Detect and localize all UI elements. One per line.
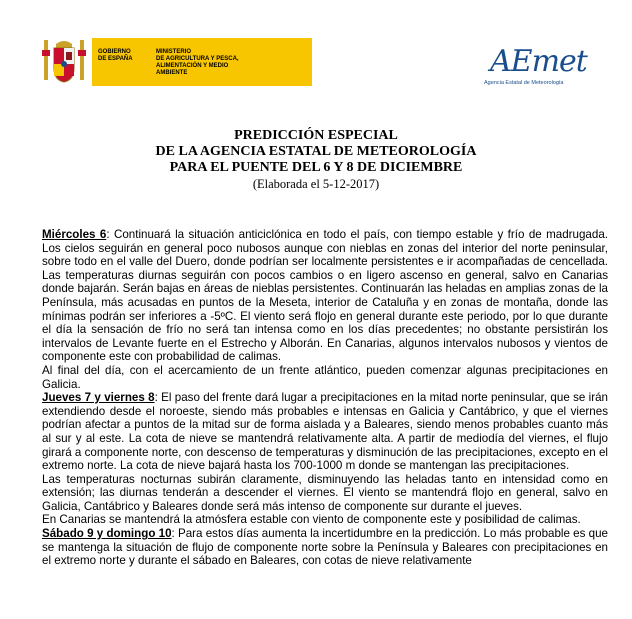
document-title	[0, 128, 632, 192]
paragraph-text: : Continuará la situación anticiclónica en todo el país, con tiempo estable y frío de madrugada. Los cielos seguirán en general poco nubosos aunque con nieblas en zonas del interior del norte peninsular, sobre todo en el valle del Duero, donde podrían ser localmente persistentes e ir acompañadas de cencellada. Las temperaturas diurnas seguirán con pocos cambios o en ligero ascenso en general, salvo en Canarias donde bajarán. Serán bajas en áreas de nieblas persistentes. Continuarán las heladas en amplias zonas de la Península, más acusadas en puntos de la Meseta, interior de Cataluña y en zonas de montaña, donde las mínimas podrán ser inferiores a -5ºC. El viento será flojo en general durante este periodo, por lo que durante el día la sensación de frío no será tan intensa como en los días precedentes; no obstante persistirán los intervalos de Levante fuerte en el Estrecho y Alborán. En Canarias, algunos intervalos nubosos y vientos de componente este con probabilidad de calimas.	[42, 228, 609, 364]
section-heading: Jueves 7 y viernes 8	[42, 391, 155, 405]
spain-coat-of-arms-icon	[40, 38, 88, 86]
government-logo	[40, 38, 240, 88]
title-line-2: DE LA AGENCIA ESTATAL DE METEOROLOGÍA	[155, 144, 477, 159]
title-line-1: PREDICCIÓN ESPECIAL	[234, 128, 398, 143]
section-saturday-sunday	[42, 527, 608, 568]
gov-label: GOBIERNO DE ESPAÑA	[98, 49, 133, 62]
section-heading: Sábado 9 y domingo 10	[42, 527, 172, 541]
section-heading: Miércoles 6	[42, 228, 107, 241]
paragraph: En Canarias se mantendrá la atmósfera estable con viento de componente este y posibilidad de calimas.	[42, 513, 581, 527]
paragraph: Las temperaturas nocturnas subirán claramente, disminuyendo las heladas tanto en intensidad como en extensión; las diurnas tenderán a descender el viernes. El viento se mantendrá flojo en general, salvo en Galicia, Cantábrico y Baleares donde será más intenso de componente sur durante el jueves.	[42, 472, 608, 513]
paragraph-text: : Para estos días aumenta la incertidumbre en la predicción. Lo más probable es que se mantenga la situación de flujo de componente norte sobre la Península y Baleares con precipitaciones en el extremo norte y durante el sábado en Baleares, con cotas de nieve relativamente	[42, 527, 608, 568]
aemet-logo	[480, 40, 600, 90]
ministry-label: MINISTERIO DE AGRICULTURA Y PESCA, ALIMENTACIÓN Y MEDIO AMBIENTE	[156, 49, 239, 76]
page-header	[0, 0, 632, 115]
aemet-wordmark: AEmet	[490, 44, 587, 79]
paragraph: Al final del día, con el acercamiento de un frente atlántico, pueden comenzar algunas precipitaciones en Galicia.	[42, 363, 608, 391]
title-date: (Elaborada el 5-12-2017)	[252, 177, 380, 191]
section-wednesday	[42, 228, 608, 364]
paragraph-text: : El paso del frente dará lugar a precipitaciones en la mitad norte peninsular, que se irán extendiendo desde el noroeste, siendo más probables e intensas en Galicia y Cantábrico, y que el viernes podrían afectar a puntos de la mitad sur de forma aislada y a Baleares, siendo menos probables cuanto más al sur y al este. La cota de nieve se mantendrá relativamente alta. A partir de mediodía del viernes, el flujo girará a componente norte, con descenso de temperaturas y disminución de las precipitaciones, excepto en el extremo norte. La cota de nieve bajará hasta los 700-1000 m donde se mantengan las precipitaciones.	[42, 391, 609, 473]
aemet-subtitle: Agencia Estatal de Meteorología	[484, 80, 564, 86]
title-line-3: PARA EL PUENTE DEL 6 Y 8 DE DICIEMBRE	[169, 160, 463, 175]
forecast-body	[42, 228, 608, 568]
section-thursday-friday	[42, 391, 608, 473]
